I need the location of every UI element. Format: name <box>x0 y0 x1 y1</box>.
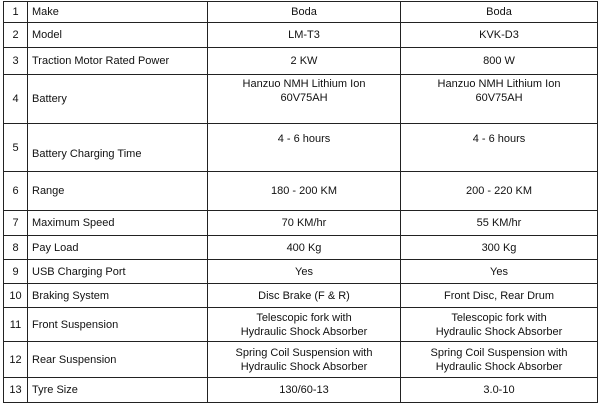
model-2-value: 300 Kg <box>401 236 598 260</box>
model-2-value: Yes <box>401 260 598 284</box>
model-2-value: KVK-D3 <box>401 23 598 48</box>
model-1-value: Yes <box>208 260 401 284</box>
model-1-value: 400 Kg <box>208 236 401 260</box>
table-row <box>4 48 598 75</box>
model-2-value: Boda <box>401 2 598 23</box>
model-2-value: Telescopic fork with Hydraulic Shock Absorber <box>401 308 598 342</box>
spec-label: USB Charging Port <box>28 260 208 284</box>
model-2-value: 4 - 6 hours <box>401 124 598 172</box>
table-row <box>4 23 598 48</box>
model-2-value: Spring Coil Suspension with Hydraulic Shock Absorber <box>401 342 598 378</box>
row-number: 1 <box>4 2 28 23</box>
table-row <box>4 75 598 124</box>
row-number: 3 <box>4 48 28 75</box>
row-number: 13 <box>4 378 28 403</box>
model-2-value: 55 KM/hr <box>401 211 598 236</box>
spec-label: Maximum Speed <box>28 211 208 236</box>
row-number: 9 <box>4 260 28 284</box>
spec-label: Braking System <box>28 284 208 308</box>
model-2-value: Hanzuo NMH Lithium Ion 60V75AH <box>401 75 598 124</box>
table-row <box>4 260 598 284</box>
model-1-value: 70 KM/hr <box>208 211 401 236</box>
model-1-value: Boda <box>208 2 401 23</box>
row-number: 8 <box>4 236 28 260</box>
model-2-value: Front Disc, Rear Drum <box>401 284 598 308</box>
row-number: 12 <box>4 342 28 378</box>
model-2-value: 3.0-10 <box>401 378 598 403</box>
model-1-value: 2 KW <box>208 48 401 75</box>
model-1-value: 180 - 200 KM <box>208 172 401 211</box>
spec-label: Make <box>28 2 208 23</box>
model-1-value: Telescopic fork with Hydraulic Shock Absorber <box>208 308 401 342</box>
model-1-value: LM-T3 <box>208 23 401 48</box>
table-row <box>4 124 598 172</box>
spec-label: Battery Charging Time <box>28 124 208 172</box>
table-row <box>4 284 598 308</box>
row-number: 4 <box>4 75 28 124</box>
model-1-value: Spring Coil Suspension with Hydraulic Shock Absorber <box>208 342 401 378</box>
table-row <box>4 308 598 342</box>
table-row <box>4 211 598 236</box>
table-row <box>4 2 598 23</box>
spec-label: Battery <box>28 75 208 124</box>
table-row <box>4 236 598 260</box>
spec-label: Front Suspension <box>28 308 208 342</box>
row-number: 11 <box>4 308 28 342</box>
model-2-value: 200 - 220 KM <box>401 172 598 211</box>
model-1-value: 4 - 6 hours <box>208 124 401 172</box>
spec-label: Traction Motor Rated Power <box>28 48 208 75</box>
spec-label: Pay Load <box>28 236 208 260</box>
model-1-value: Hanzuo NMH Lithium Ion 60V75AH <box>208 75 401 124</box>
row-number: 6 <box>4 172 28 211</box>
table-row <box>4 342 598 378</box>
spec-label: Model <box>28 23 208 48</box>
model-1-value: 130/60-13 <box>208 378 401 403</box>
model-2-value: 800 W <box>401 48 598 75</box>
table-row <box>4 172 598 211</box>
spec-label: Tyre Size <box>28 378 208 403</box>
row-number: 7 <box>4 211 28 236</box>
model-1-value: Disc Brake (F & R) <box>208 284 401 308</box>
row-number: 5 <box>4 124 28 172</box>
row-number: 2 <box>4 23 28 48</box>
specification-table <box>3 1 598 403</box>
spec-label: Rear Suspension <box>28 342 208 378</box>
table-row <box>4 378 598 403</box>
row-number: 10 <box>4 284 28 308</box>
spec-label: Range <box>28 172 208 211</box>
